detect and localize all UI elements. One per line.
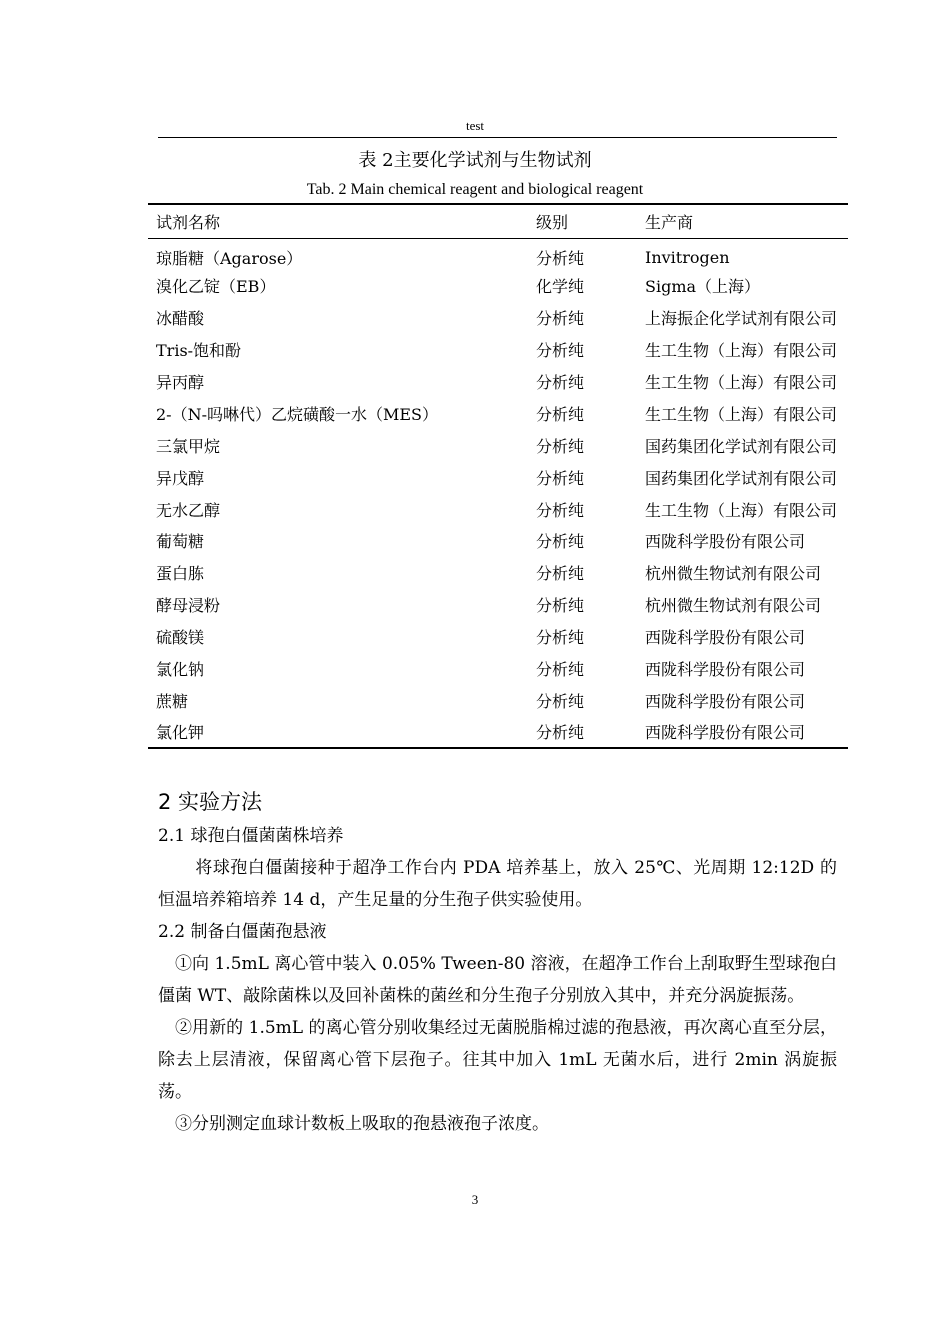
step-1: ①向 1.5mL 离心管中装入 0.05% Tween-80 溶液，在超净工作台上刮取野生型球孢白僵菌 WT、敲除菌株以及回补菌株的菌丝和分生孢子分别放入其中，并充分涡旋振荡。	[158, 954, 837, 1006]
table-caption-chinese: 表 2主要化学试剂与生物试剂	[358, 150, 592, 171]
table-row	[148, 366, 848, 398]
header-rule	[158, 137, 837, 138]
cell-reagent-name: 无水乙醇	[156, 500, 221, 520]
main-content	[158, 786, 837, 1140]
cell-reagent-name: 琼脂糖（Agarose）	[156, 248, 303, 268]
cell-manufacturer: 西陇科学股份有限公司	[645, 628, 806, 648]
cell-reagent-name: Tris-饱和酚	[156, 341, 242, 361]
subsection-heading-2-1: 2.1 球孢白僵菌菌株培养	[158, 826, 344, 846]
cell-manufacturer: 西陇科学股份有限公司	[645, 532, 806, 552]
page-header: test	[465, 118, 485, 133]
cell-grade: 分析纯	[536, 468, 585, 488]
step-3: ③分别测定血球计数板上吸取的孢悬液孢子浓度。	[175, 1114, 549, 1134]
cell-reagent-name: 葡萄糖	[156, 532, 205, 552]
cell-grade: 分析纯	[536, 404, 585, 424]
table-row	[148, 397, 848, 429]
cell-manufacturer: 杭州微生物试剂有限公司	[645, 564, 822, 584]
table-header-row	[148, 204, 848, 238]
cell-grade: 化学纯	[536, 277, 585, 297]
cell-manufacturer: 西陇科学股份有限公司	[645, 660, 806, 680]
cell-manufacturer: 生工生物（上海）有限公司	[645, 404, 838, 424]
cell-manufacturer: 生工生物（上海）有限公司	[645, 500, 838, 520]
cell-grade: 分析纯	[536, 660, 585, 680]
column-header-grade: 级别	[536, 212, 569, 232]
cell-manufacturer: Sigma（上海）	[645, 277, 761, 297]
cell-reagent-name: 异戊醇	[156, 468, 205, 488]
step-2: ②用新的 1.5mL 的离心管分别收集经过无菌脱脂棉过滤的孢悬液，再次离心直至分层，除去上层清液，保留离心管下层孢子。往其中加入 1mL 无菌水后，进行 2min 涡旋振荡。	[158, 1018, 837, 1102]
cell-reagent-name: 三氯甲烷	[156, 436, 221, 456]
cell-grade: 分析纯	[536, 564, 585, 584]
table-row	[148, 557, 848, 589]
table-row	[148, 621, 848, 653]
cell-grade: 分析纯	[536, 596, 585, 616]
table-row	[148, 302, 848, 334]
cell-grade: 分析纯	[536, 628, 585, 648]
column-header-manufacturer: 生产商	[645, 212, 694, 232]
table-row	[148, 493, 848, 525]
cell-grade: 分析纯	[536, 373, 585, 392]
cell-reagent-name: 蔗糖	[156, 691, 189, 711]
page-number: 3	[471, 1192, 479, 1207]
table-row	[148, 653, 848, 685]
cell-reagent-name: 硫酸镁	[156, 628, 205, 648]
cell-manufacturer: 国药集团化学试剂有限公司	[645, 468, 838, 488]
cell-manufacturer: 上海振企化学试剂有限公司	[645, 309, 838, 329]
table-row	[148, 270, 848, 302]
cell-grade: 分析纯	[536, 436, 585, 456]
cell-reagent-name: 2-（N-吗啉代）乙烷磺酸一水（MES）	[156, 404, 439, 424]
section-heading: 2 实验方法	[158, 790, 263, 814]
cell-reagent-name: 酵母浸粉	[156, 596, 221, 616]
cell-manufacturer: 国药集团化学试剂有限公司	[645, 436, 838, 456]
cell-manufacturer: 杭州微生物试剂有限公司	[645, 596, 822, 616]
cell-reagent-name: 氯化钠	[156, 660, 205, 680]
table-row	[148, 238, 848, 270]
column-header-name: 试剂名称	[156, 212, 221, 232]
table-row	[148, 525, 848, 557]
paragraph-strain-culture: 将球孢白僵菌接种于超净工作台内 PDA 培养基上，放入 25℃、光周期 12:12D 的恒温培养箱培养 14 d，产生足量的分生孢子供实验使用。	[158, 858, 837, 910]
table-row	[148, 589, 848, 621]
reagent-table	[148, 203, 848, 749]
cell-reagent-name: 蛋白胨	[156, 564, 205, 584]
table-row	[148, 429, 848, 461]
cell-grade: 分析纯	[536, 691, 585, 711]
cell-grade: 分析纯	[536, 500, 585, 520]
cell-reagent-name: 异丙醇	[156, 373, 205, 392]
cell-grade: 分析纯	[536, 723, 585, 743]
cell-manufacturer: Invitrogen	[645, 247, 730, 267]
subsection-heading-2-2: 2.2 制备白僵菌孢悬液	[158, 922, 327, 942]
cell-reagent-name: 溴化乙锭（EB）	[156, 277, 276, 297]
cell-manufacturer: 西陇科学股份有限公司	[645, 691, 806, 711]
cell-grade: 分析纯	[536, 532, 585, 552]
cell-manufacturer: 西陇科学股份有限公司	[645, 723, 806, 743]
cell-reagent-name: 冰醋酸	[156, 309, 205, 329]
cell-reagent-name: 氯化钾	[156, 723, 205, 743]
cell-grade: 分析纯	[536, 248, 585, 268]
table-row	[148, 716, 848, 748]
table-caption-english: Tab. 2 Main chemical reagent and biological reagent	[306, 181, 644, 198]
table-row	[148, 684, 848, 716]
cell-grade: 分析纯	[536, 341, 585, 361]
cell-grade: 分析纯	[536, 309, 585, 329]
cell-manufacturer: 生工生物（上海）有限公司	[645, 373, 838, 392]
cell-manufacturer: 生工生物（上海）有限公司	[645, 341, 838, 361]
table-body	[148, 238, 848, 748]
table-row	[148, 334, 848, 366]
table-row	[148, 461, 848, 493]
